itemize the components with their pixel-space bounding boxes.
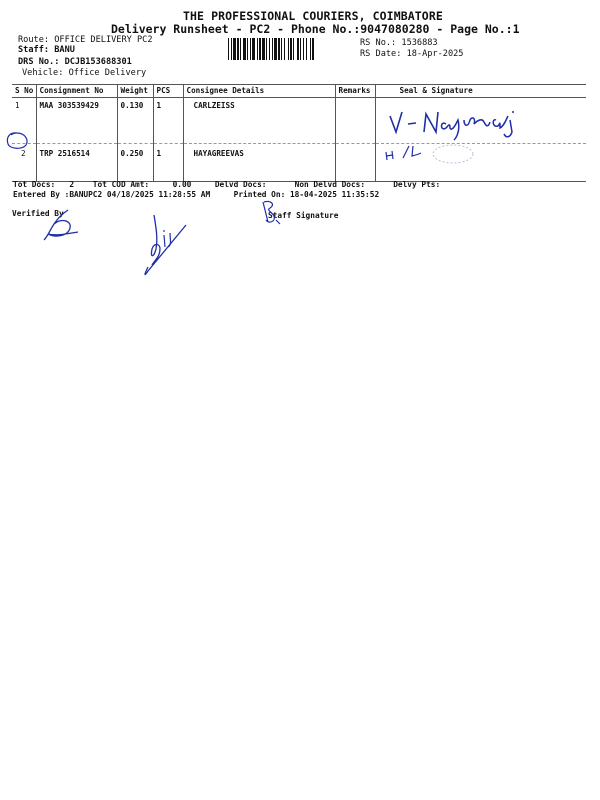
cell-consignment: MAA 303539429 — [36, 98, 117, 144]
circle-mark-icon — [5, 131, 29, 151]
col-header-pcs: PCS — [153, 85, 183, 98]
table-row — [12, 144, 586, 182]
totals-line: Tot Docs: 2 Tot COD Amt: 0.00 Delvd Docs: Non Delvd Docs: Delvy Pts: — [13, 180, 441, 189]
company-name: THE PROFESSIONAL COURIERS, COIMBATORE — [183, 9, 443, 23]
signature-row1-handwriting — [388, 106, 528, 142]
cell-remarks — [335, 144, 375, 182]
entered-by-line: Entered By :BANUPC2 04/18/2025 11:28:55 AM Printed On: 18-04-2025 11:35:52 — [13, 190, 380, 199]
cell-consignee: HAYAGREEVAS — [183, 144, 335, 182]
cell-remarks — [335, 98, 375, 144]
staff-signature-mark — [260, 198, 282, 226]
staff-signature-label: Staff Signature — [268, 211, 339, 220]
rs-number: RS No.: 1536883 — [360, 38, 438, 48]
cell-sno: 1 — [15, 101, 20, 110]
cell-weight: 0.250 — [117, 144, 153, 182]
drs-number: DRS No.: DCJB153688301 — [18, 57, 132, 67]
signature-row2-handwriting — [383, 140, 483, 168]
cell-sno: 2 — [12, 144, 36, 182]
table-header-row — [12, 85, 586, 98]
vehicle-label: Vehicle: Office Delivery — [22, 68, 147, 78]
cell-pcs: 1 — [153, 144, 183, 182]
col-header-consignment: Consignment No — [36, 85, 117, 98]
col-header-consignee: Consignee Details — [183, 85, 335, 98]
verifier-signature-1 — [38, 208, 80, 244]
cell-pcs: 1 — [153, 98, 183, 144]
col-header-weight: Weight — [117, 85, 153, 98]
barcode-image — [228, 38, 353, 60]
col-header-sno: S No — [12, 85, 36, 98]
staff-label: Staff: BANU — [18, 45, 75, 55]
cell-consignment: TRP 2516514 — [36, 144, 117, 182]
cell-consignee: CARLZEISS — [183, 98, 335, 144]
cell-weight: 0.130 — [117, 98, 153, 144]
route-label: Route: OFFICE DELIVERY PC2 — [18, 35, 153, 45]
runsheet-title: Delivery Runsheet - PC2 - Phone No.:9047080280 - Page No.:1 — [111, 22, 520, 36]
col-header-remarks: Remarks — [335, 85, 375, 98]
col-header-signature: Seal & Signature — [375, 85, 586, 98]
verifier-signature-2 — [138, 213, 190, 279]
rs-date: RS Date: 18-Apr-2025 — [360, 49, 464, 59]
verified-by-label: Verified By — [12, 209, 64, 218]
